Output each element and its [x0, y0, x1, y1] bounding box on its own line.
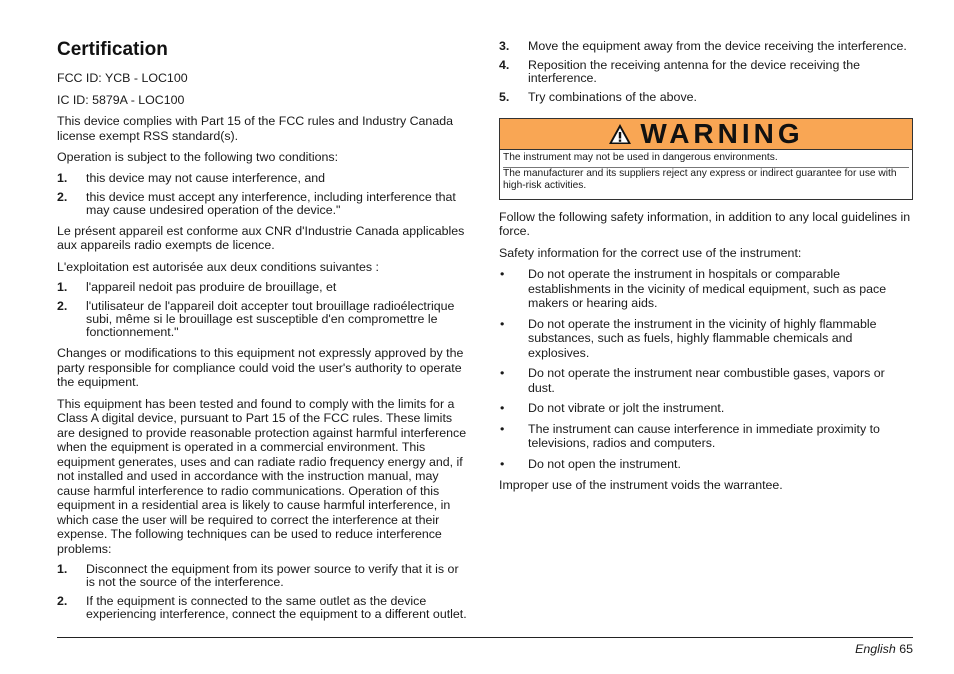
ic-id: IC ID: 5879A - LOC100	[57, 92, 185, 107]
list-number: 5.	[499, 90, 510, 104]
list-number: 1.	[57, 280, 68, 294]
list-item	[499, 317, 913, 361]
list-number: 1.	[57, 170, 68, 185]
list-text: Do not operate the instrument in the vicinity of highly flammable substances, such as fuels, highly flammable chemicals and explosives.	[528, 316, 877, 360]
bullet: •	[500, 456, 505, 471]
class-a-paragraph: This equipment has been tested and found to comply with the limits for a Class A digital device, pursuant to Part 15 of the FCC rules. These limits are designed to provide reasonable protection against harmful interference when the equipment is operated in a commercial environment. This equipment generates, uses and can radiate radio frequency energy and, if not installed and used in accordance with the instruction manual, may cause harmful interference to radio communications. Operation of this equipment in a residential area is likely to cause harmful interference, in which case the user will be required to correct the interference at their expense. The following techniques can be used to reduce interference problems:	[57, 396, 467, 556]
warning-body	[500, 150, 912, 199]
bullet: •	[500, 366, 505, 380]
list-text: Do not open the instrument.	[528, 456, 681, 471]
page-number: 65	[899, 642, 913, 656]
list-text: Reposition the receiving antenna for the device receiving the interference.	[528, 58, 861, 85]
list-text: this device must accept any interference, including interference that may cause undesired operation of the device."	[86, 189, 456, 217]
right-column	[499, 38, 913, 500]
list-text: Do not operate the instrument near combustible gases, vapors or dust.	[528, 366, 885, 395]
safety-bullet-list	[499, 267, 913, 471]
french-conditions-intro: L'exploitation est autorisée aux deux conditions suivantes :	[57, 259, 379, 274]
list-item	[57, 563, 469, 589]
warranty-note: Improper use of the instrument voids the warrantee.	[499, 478, 783, 492]
list-text: Do not vibrate or jolt the instrument.	[528, 401, 725, 415]
list-text: The instrument can cause interference in immediate proximity to televisions, radios and computers.	[528, 421, 880, 450]
list-item	[499, 366, 913, 395]
list-text: Move the equipment away from the device receiving the interference.	[528, 39, 907, 53]
bullet: •	[500, 267, 505, 281]
bullet: •	[500, 401, 505, 415]
list-text: l'utilisateur de l'appareil doit accepter tout brouillage radioélectrique subi, même si le brouillage est susceptible d'en compromettre le fonctionnement."	[86, 299, 455, 339]
list-item	[499, 267, 913, 311]
interference-steps-list	[57, 563, 469, 621]
footer-divider	[57, 637, 913, 638]
page-footer	[855, 642, 913, 656]
modifications-paragraph: Changes or modifications to this equipment not expressly approved by the party responsible for compliance could void the user's authority to operate the equipment.	[57, 346, 464, 389]
fcc-id: FCC ID: YCB - LOC100	[57, 71, 188, 85]
list-item	[57, 595, 469, 621]
warning-line: The manufacturer and its suppliers reject any express or indirect guarantee for use with high-risk activities.	[503, 167, 909, 193]
list-text: If the equipment is connected to the same outlet as the device experiencing interference, connect the equipment to a different outlet.	[86, 594, 467, 621]
warning-triangle-icon	[608, 123, 632, 145]
footer-language: English	[855, 642, 896, 656]
list-item	[499, 457, 913, 472]
safety-subintro: Safety information for the correct use of the instrument:	[499, 245, 802, 260]
left-column	[57, 38, 469, 628]
list-item	[499, 59, 913, 85]
bullet: •	[500, 421, 505, 436]
list-text: l'appareil nedoit pas produire de brouillage, et	[86, 280, 337, 294]
list-item	[57, 281, 469, 294]
french-compliance-paragraph: Le présent appareil est conforme aux CNR d'Industrie Canada applicables aux appareils radio exempts de licence.	[57, 223, 465, 252]
list-item	[499, 422, 913, 451]
list-text: Do not operate the instrument in hospitals or comparable establishments in the vicinity of medical equipment, such as pace makers or hearing aids.	[528, 267, 887, 310]
warning-line: The instrument may not be used in dangerous environments.	[503, 152, 778, 163]
list-number: 4.	[499, 58, 510, 72]
compliance-paragraph: This device complies with Part 15 of the FCC rules and Industry Canada license exempt RSS standard(s).	[57, 114, 453, 143]
list-item	[57, 172, 469, 185]
list-number: 2.	[57, 189, 68, 204]
list-item	[499, 401, 913, 416]
conditions-intro: Operation is subject to the following two conditions:	[57, 150, 339, 164]
list-number: 2.	[57, 299, 68, 313]
french-conditions-list	[57, 281, 469, 339]
safety-intro: Follow the following safety information, in addition to any local guidelines in force.	[499, 209, 911, 238]
list-item	[57, 300, 469, 339]
warning-box	[499, 118, 913, 200]
list-item	[499, 91, 913, 104]
list-number: 3.	[499, 39, 510, 53]
interference-steps-list-continued	[499, 40, 913, 104]
section-title: Certification	[57, 39, 168, 60]
conditions-list	[57, 172, 469, 217]
list-number: 2.	[57, 594, 68, 608]
list-item	[499, 40, 913, 53]
list-number: 1.	[57, 562, 68, 576]
list-item	[57, 191, 469, 217]
bullet: •	[500, 316, 505, 331]
list-text: Disconnect the equipment from its power source to verify that it is or is not the source of the interference.	[86, 562, 459, 589]
warning-title: WARNING	[640, 118, 804, 149]
warning-header	[500, 119, 912, 150]
list-text: Try combinations of the above.	[528, 90, 697, 104]
list-text: this device may not cause interference, and	[86, 170, 325, 185]
